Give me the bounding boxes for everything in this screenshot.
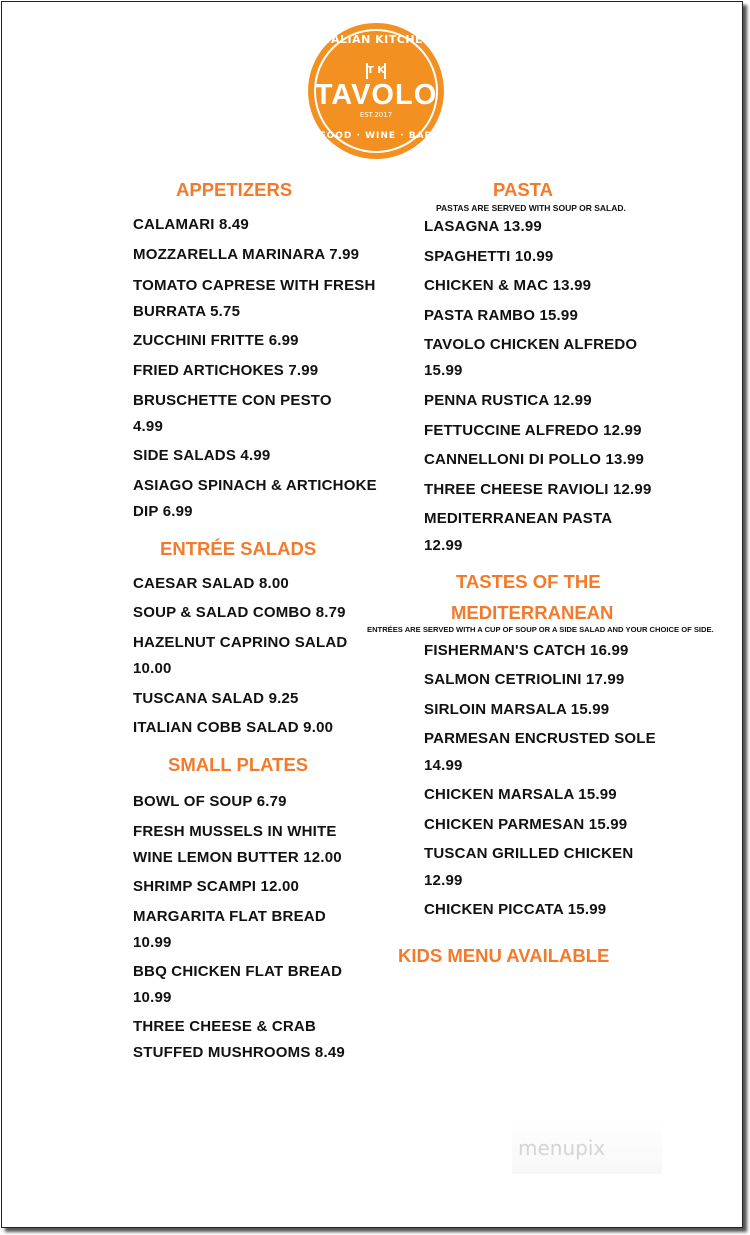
menu-line: BURRATA 5.75	[133, 303, 241, 320]
menu-line: TUSCANA SALAD 9.25	[133, 690, 299, 707]
mediterranean-heading-line2: MEDITERRANEAN	[451, 602, 614, 623]
menu-line: FISHERMAN'S CATCH 16.99	[424, 642, 629, 659]
logo-tagline-top: ITALIAN KITCHEN	[319, 33, 433, 46]
logo-tagline-bottom: FOOD · WINE · BAR	[319, 131, 433, 141]
mediterranean-heading-line1: TASTES OF THE	[456, 571, 601, 592]
pasta-heading: PASTA	[493, 179, 553, 200]
menu-line: PARMESAN ENCRUSTED SOLE	[424, 730, 656, 747]
menu-line: 4.99	[133, 418, 163, 435]
menu-line: TAVOLO CHICKEN ALFREDO	[424, 336, 638, 353]
menu-line: PENNA RUSTICA 12.99	[424, 392, 592, 409]
logo-initials: T K	[366, 65, 386, 76]
menu-line: FRESH MUSSELS IN WHITE	[133, 823, 337, 840]
menu-line: 12.99	[424, 537, 463, 554]
menu-line: SIDE SALADS 4.99	[133, 447, 271, 464]
menu-line: TOMATO CAPRESE WITH FRESH	[133, 277, 376, 294]
logo-name: TAVOLO	[314, 79, 438, 111]
menu-line: CHICKEN MARSALA 15.99	[424, 786, 617, 803]
small-plates-heading: SMALL PLATES	[168, 754, 309, 775]
menu-line: CANNELLONI DI POLLO 13.99	[424, 451, 645, 468]
menu-page	[1, 1, 743, 1228]
logo-established: EST.2017	[359, 111, 393, 119]
menu-line: PASTA RAMBO 15.99	[424, 307, 578, 324]
menu-line: SPAGHETTI 10.99	[424, 248, 554, 265]
watermark-text: menupix	[518, 1136, 606, 1160]
mediterranean-note: ENTRÉES ARE SERVED WITH A CUP OF SOUP OR A SIDE SALAD AND YOUR CHOICE OF SIDE.	[367, 625, 714, 634]
menu-line: 15.99	[424, 362, 463, 379]
menu-line: LASAGNA 13.99	[424, 218, 542, 235]
menu-line: THREE CHEESE & CRAB	[133, 1018, 316, 1035]
menu-line: SOUP & SALAD COMBO 8.79	[133, 604, 346, 621]
appetizers-heading: APPETIZERS	[176, 179, 293, 200]
menu-line: 14.99	[424, 757, 463, 774]
menu-line: MARGARITA FLAT BREAD	[133, 908, 326, 925]
menupix-watermark	[512, 1122, 662, 1174]
pasta-note: PASTAS ARE SERVED WITH SOUP OR SALAD.	[436, 203, 626, 213]
menu-line: DIP 6.99	[133, 503, 193, 520]
menu-line: STUFFED MUSHROOMS 8.49	[133, 1044, 345, 1061]
menu-line: 12.99	[424, 872, 463, 889]
menu-line: SALMON CETRIOLINI 17.99	[424, 671, 625, 688]
tavolo-logo	[308, 23, 444, 159]
menu-line: ITALIAN COBB SALAD 9.00	[133, 719, 334, 736]
menu-line: CAESAR SALAD 8.00	[133, 575, 289, 592]
menu-line: 10.00	[133, 660, 172, 677]
menu-line: THREE CHEESE RAVIOLI 12.99	[424, 481, 652, 498]
entree-salads-heading: ENTRÉE SALADS	[160, 538, 317, 559]
menu-line: CHICKEN PICCATA 15.99	[424, 901, 607, 918]
menu-line: SIRLOIN MARSALA 15.99	[424, 701, 610, 718]
kids-menu-heading: KIDS MENU AVAILABLE	[398, 945, 610, 966]
menu-line: BRUSCHETTE CON PESTO	[133, 392, 332, 409]
menu-line: CHICKEN & MAC 13.99	[424, 277, 592, 294]
menu-line: 10.99	[133, 934, 172, 951]
menu-line: HAZELNUT CAPRINO SALAD	[133, 634, 348, 651]
menu-line: CALAMARI 8.49	[133, 216, 249, 233]
menu-line: 10.99	[133, 989, 172, 1006]
menu-line: BOWL OF SOUP 6.79	[133, 793, 287, 810]
menu-line: WINE LEMON BUTTER 12.00	[133, 849, 342, 866]
menu-line: CHICKEN PARMESAN 15.99	[424, 816, 628, 833]
menu-line: MEDITERRANEAN PASTA	[424, 510, 613, 527]
menu-line: MOZZARELLA MARINARA 7.99	[133, 246, 360, 263]
menu-line: FRIED ARTICHOKES 7.99	[133, 362, 319, 379]
menu-line: TUSCAN GRILLED CHICKEN	[424, 845, 634, 862]
menu-line: ZUCCHINI FRITTE 6.99	[133, 332, 299, 349]
menu-line: ASIAGO SPINACH & ARTICHOKE	[133, 477, 377, 494]
menu-line: FETTUCCINE ALFREDO 12.99	[424, 422, 642, 439]
menu-line: BBQ CHICKEN FLAT BREAD	[133, 963, 343, 980]
menu-line: SHRIMP SCAMPI 12.00	[133, 878, 300, 895]
